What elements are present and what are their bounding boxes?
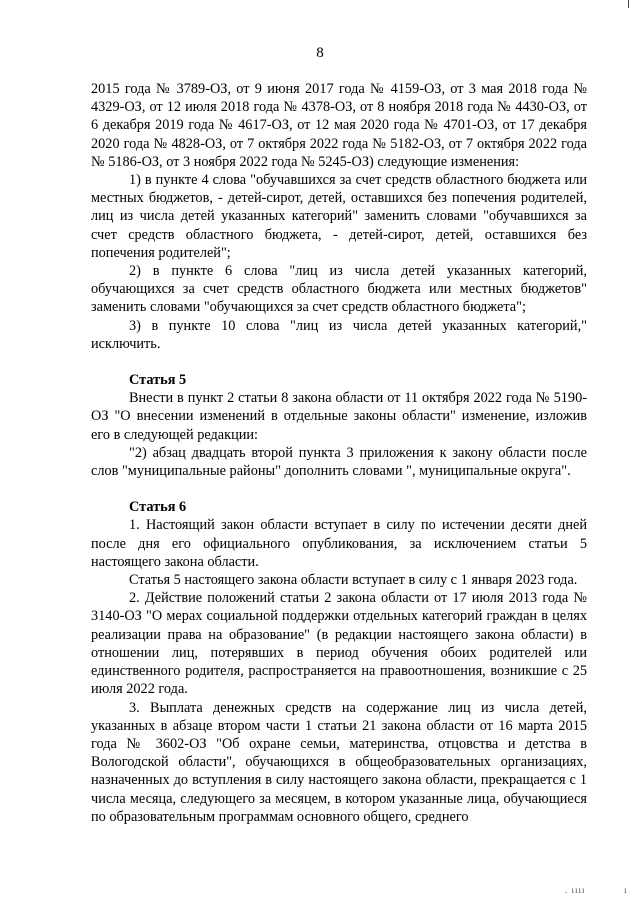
scan-edge-mark	[628, 0, 629, 8]
article-6-heading: Статья 6	[129, 499, 187, 516]
paragraph-item-1: 1) в пункте 4 слова "обучавшихся за счет средств областного бюджета или местных бюджетов, - детей-сирот, детей, оставшихся без попечения родителей, лиц из числа детей указанных категорий" заменить словами "обучавшихся за счет средств областного бюджета, - детей-сирот, детей, оставшихся без попечения родителей";	[91, 172, 587, 261]
article-5-quote: "2) абзац двадцать второй пункта 3 приложения к закону области после слов "муниципальные районы" дополнить словами ", муниципальные округа".	[91, 444, 587, 480]
paragraph-amendment-list-continuation: 2015 года № 3789-ОЗ, от 9 июня 2017 года № 4159-ОЗ, от 3 мая 2018 года № 4329-ОЗ, от 12 июля 2018 года № 4378-ОЗ, от 8 ноября 2018 года № 4430-ОЗ, от 6 декабря 2019 года № 4617-ОЗ, от 12 мая 2020 года № 4701-ОЗ, от 17 декабря 2020 года № 4828-ОЗ, от 7 октября 2022 года № 5182-ОЗ, от 7 октября 2022 года № 5186-ОЗ, от 3 ноября 2022 года № 5245-ОЗ) следующие изменения:	[91, 81, 587, 170]
page-number: 8	[316, 45, 324, 61]
article-5-heading: Статья 5	[129, 372, 187, 389]
article-6-part-1: 1. Настоящий закон области вступает в силу по истечении десяти дней после дня его официального опубликования, за исключением статьи 5 настоящего закона области.	[91, 517, 587, 570]
paragraph-item-3: 3) в пункте 10 слова "лиц из числа детей указанных категорий," исключить.	[91, 317, 587, 352]
paragraph-item-2: 2) в пункте 6 слова "лиц из числа детей указанных категорий, обучающихся за счет средств областного бюджета или местных бюджетов" заменить словами "обучающихся за счет средств областного бюджета";	[91, 263, 587, 316]
article-5-paragraph: Внести в пункт 2 статьи 8 закона области от 11 октября 2022 года № 5190-ОЗ "О внесении изменений в отдельные законы области" изменение, изложив его в следующей редакции:	[91, 390, 587, 443]
footer-scan-mark-right: ı	[624, 885, 627, 895]
article-6-part-2: 2. Действие положений статьи 2 закона области от 17 июля 2013 года № 3140-ОЗ "О мерах социальной поддержки отдельных категорий граждан в целях реализации права на образование" (в редакции настоящего закона области) в отношении лиц, потерявших в период обучения обоих родителей или единственного родителя, распространяется на правоотношения, возникшие с 25 июля 2022 года.	[91, 590, 587, 698]
article-6-part-3: 3. Выплата денежных средств на содержание лиц из числа детей, указанных в абзаце втором части 1 статьи 21 закона области от 16 марта 2015 года № 3602-ОЗ "Об охране семьи, материнства, отцовства и детства в Вологодской области", обучающихся в общеобразовательных организациях, назначенных до вступления в силу настоящего закона области, прекращается с 1 числа месяца, следующего за месяцем, в котором указанные лица, обучающиеся по образовательным программам основного общего, среднего	[91, 699, 587, 825]
document-body	[91, 80, 587, 826]
footer-scan-mark: . ıııı	[565, 885, 586, 895]
article-6-part-1-second: Статья 5 настоящего закона области вступает в силу с 1 января 2023 года.	[129, 572, 578, 589]
